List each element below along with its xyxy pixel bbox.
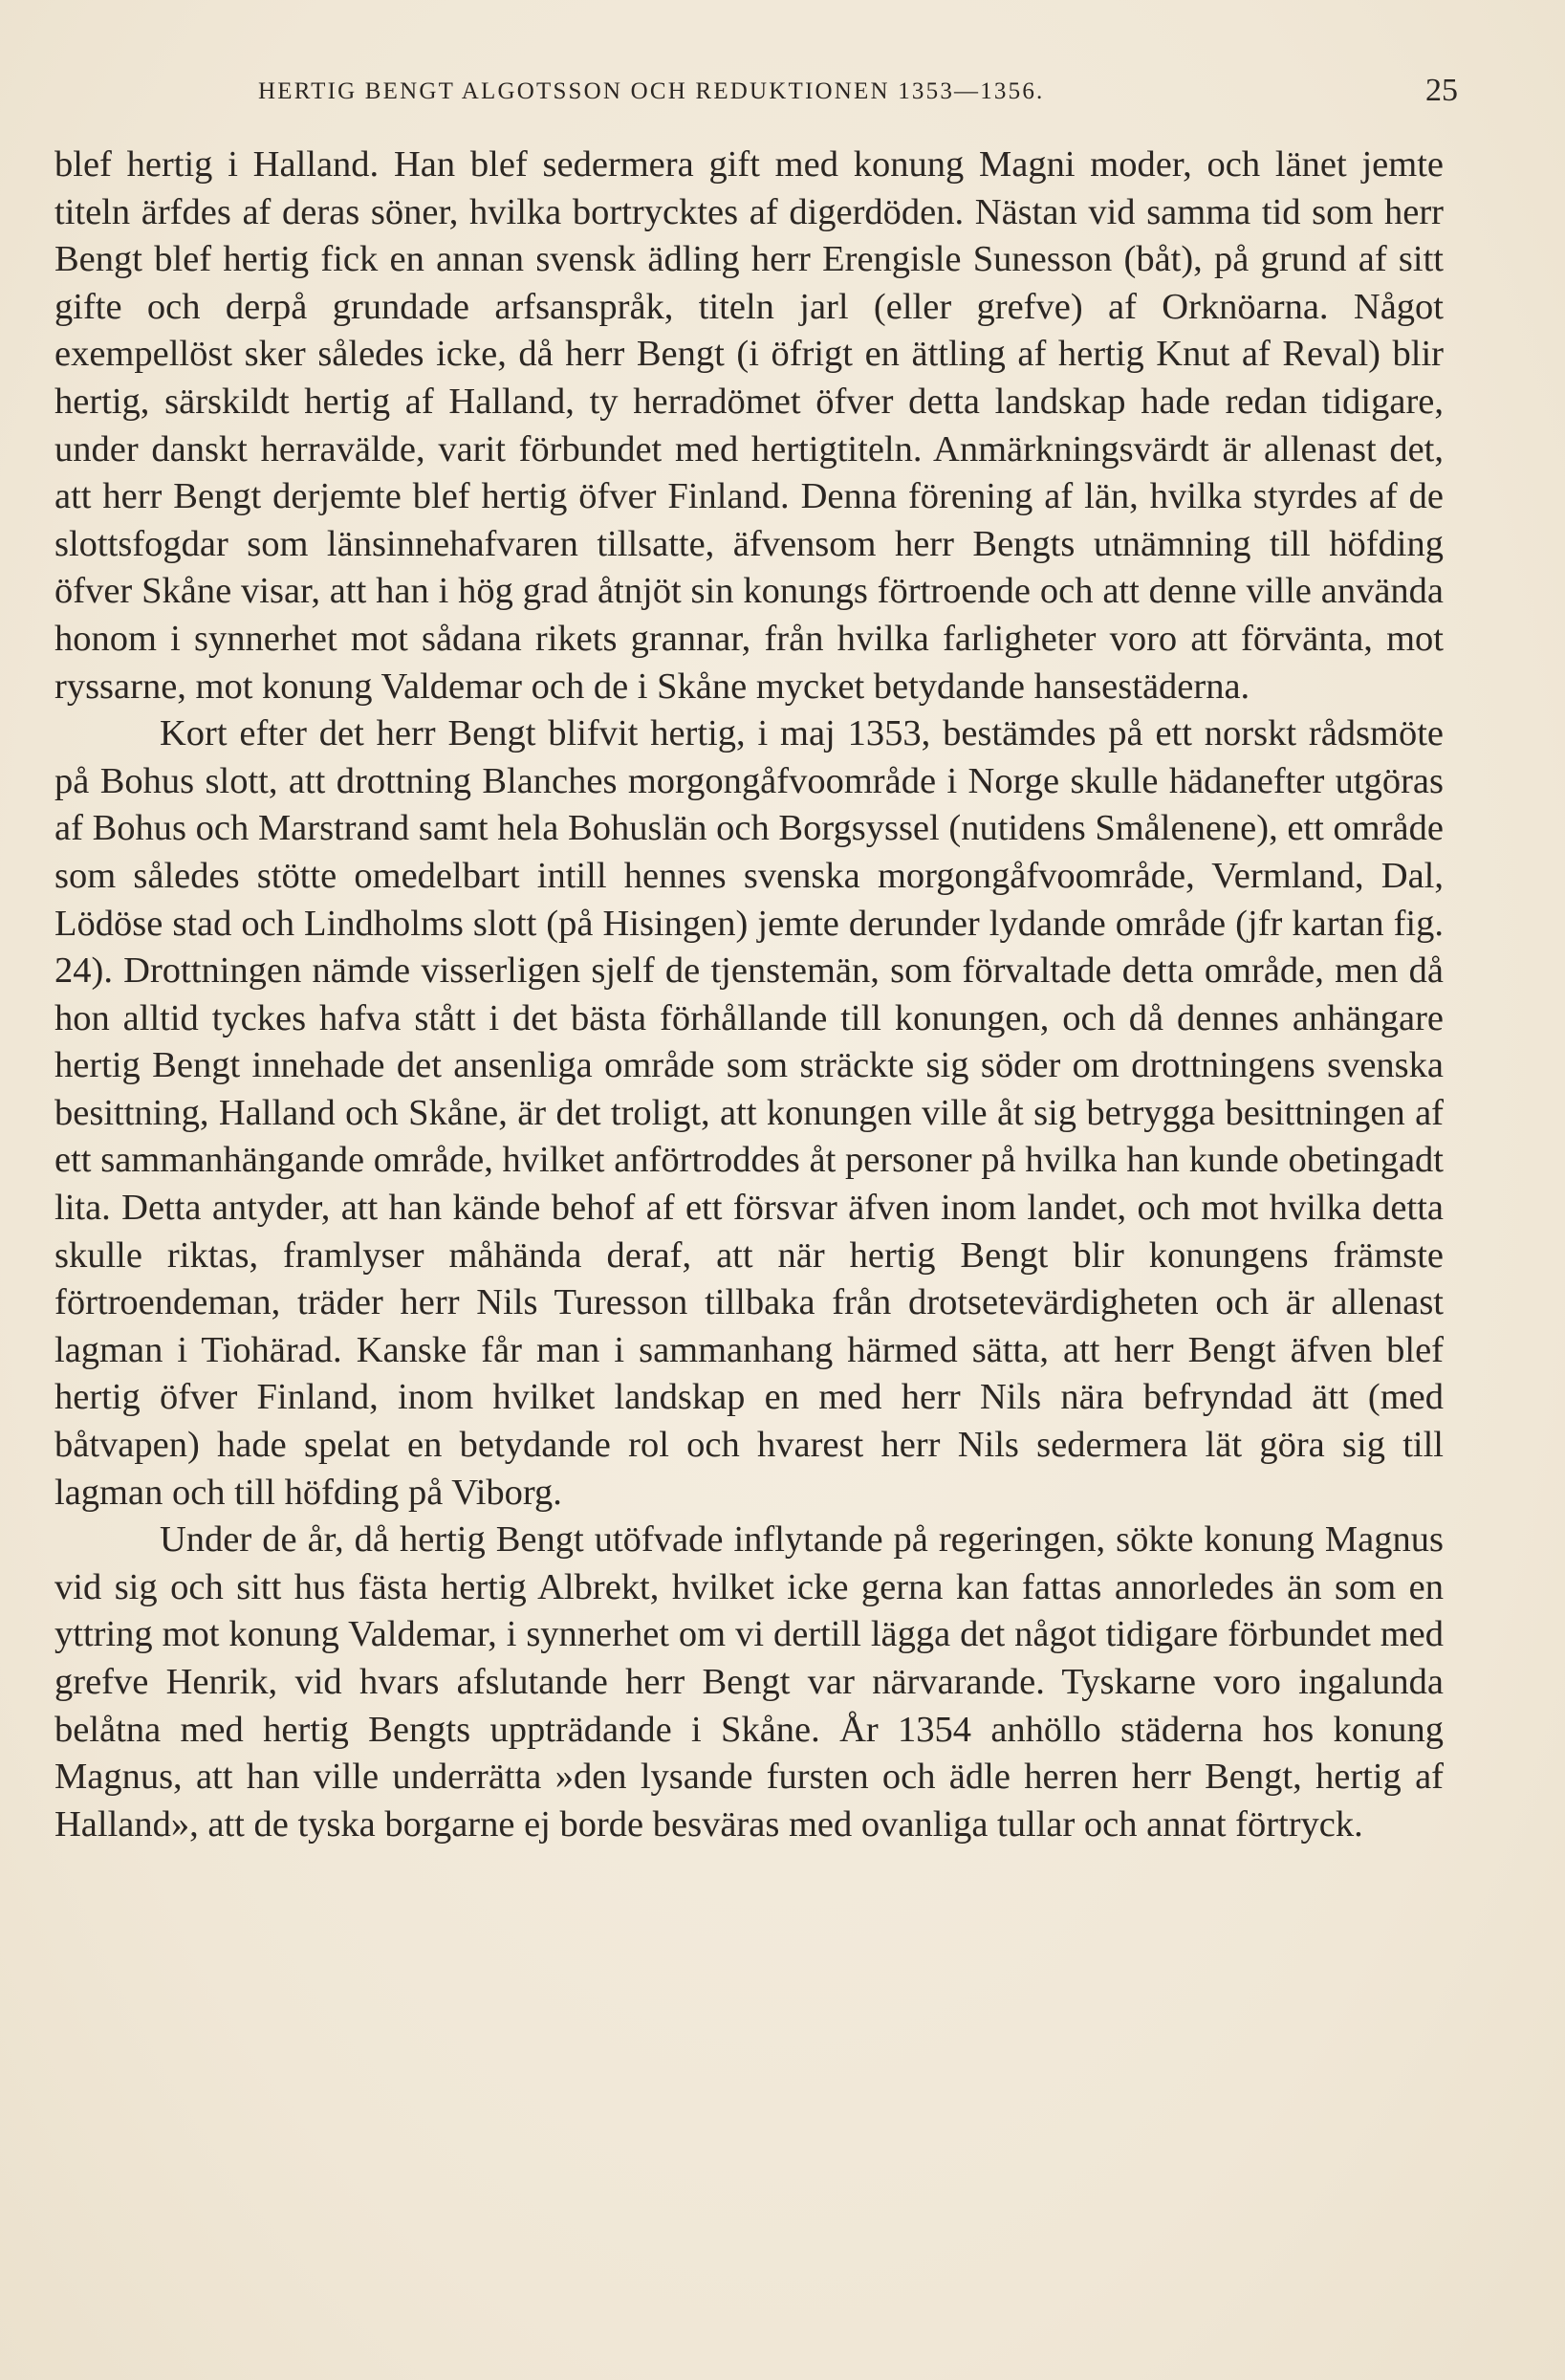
- page-number: 25: [1425, 73, 1458, 108]
- body-text: [54, 142, 1444, 1848]
- paragraph-2: Kort efter det herr Bengt blifvit hertig, i maj 1353, bestämdes på ett norskt rådsmöte på Bohus slott, att drottning Blanches morgongåfvoområde i Norge skulle hädanefter utgöras af Bohus och Marstrand samt hela Bohuslän och Borgsyssel (nutidens Smålenene), ett område som således stötte omedelbart intill hennes svenska morgongåfvoområde, Vermland, Dal, Lödöse stad och Lindholms slott (på Hisingen) jemte derunder lydande område (jfr kartan fig. 24). Drottningen nämde visserligen sjelf de tjenstemän, som förvaltade detta område, men då hon alltid tyckes hafva stått i det bästa förhållande till konungen, och då dennes anhängare hertig Bengt innehade det ansenliga område som sträckte sig söder om drottningens svenska besittning, Halland och Skåne, är det troligt, att konungen ville åt sig betrygga besittningen af ett sammanhängande område, hvilket anförtroddes åt personer på hvilka han kunde obetingadt lita. Detta antyder, att han kände behof af ett försvar äfven inom landet, och mot hvilka detta skulle riktas, framlyser måhända deraf, att när hertig Bengt blir konungens främste förtroendeman, träder herr Nils Turesson tillbaka från drotsetevärdigheten och är allenast lagman i Tiohärad. Kanske får man i sammanhang härmed sätta, att herr Bengt äfven blef hertig öfver Finland, inom hvilket landskap en med herr Nils nära befryndad ätt (med båtvapen) hade spelat en betydande rol och hvarest herr Nils sedermera lät göra sig till lagman och till höfding på Viborg.: [54, 713, 1444, 1513]
- page-header: [258, 73, 1458, 120]
- running-head: HERTIG BENGT ALGOTSSON OCH REDUKTIONEN 1353—1356.: [258, 78, 1045, 104]
- paragraph-1: blef hertig i Halland. Han blef sedermera gift med konung Magni moder, och länet jemte titeln ärfdes af deras söner, hvilka bortrycktes af digerdöden. Nästan vid samma tid som herr Bengt blef hertig fick en annan svensk ädling herr Erengisle Sunesson (båt), på grund af sitt gifte och derpå grundade arfsanspråk, titeln jarl (eller grefve) af Orknöarna. Något exempellöst sker således icke, då herr Bengt (i öfrigt en ättling af hertig Knut af Reval) blir hertig, särskildt hertig af Halland, ty herradömet öfver detta landskap hade redan tidigare, under danskt herravälde, varit förbundet med hertigtiteln. Anmärkningsvärdt är allenast det, att herr Bengt derjemte blef hertig öfver Finland. Denna förening af län, hvilka styrdes af de slottsfogdar som länsinnehafvaren tillsatte, äfvensom herr Bengts utnämning till höfding öfver Skåne visar, att han i hög grad åtnjöt sin konungs förtroende och att denne ville använda honom i synnerhet mot sådana rikets grannar, från hvilka farligheter voro att förvänta, mot ryssarne, mot konung Valdemar och de i Skåne mycket betydande hansestäderna.: [54, 144, 1444, 707]
- paragraph-3: Under de år, då hertig Bengt utöfvade inflytande på regeringen, sökte konung Magnus vid sig och sitt hus fästa hertig Albrekt, hvilket icke gerna kan fattas annorledes än som en yttring mot konung Valdemar, i synnerhet om vi dertill lägga det något tidigare förbundet med grefve Henrik, vid hvars afslutande herr Bengt var närvarande. Tyskarne voro ingalunda belåtna med hertig Bengts uppträdande i Skåne. År 1354 anhöllo städerna hos konung Magnus, att han ville underrätta »den lysande fursten och ädle herren herr Bengt, hertig af Halland», att de tyska borgarne ej borde besväras med ovanliga tullar och annat förtryck.: [54, 1519, 1444, 1845]
